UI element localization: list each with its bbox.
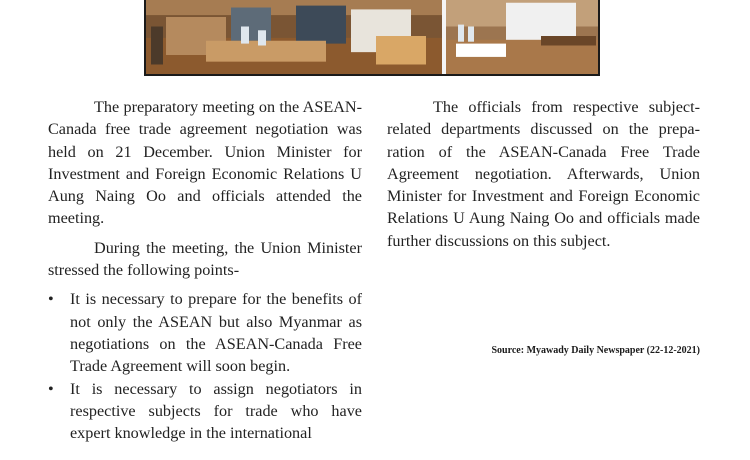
list-item: • It is necessary to assign negotiators in respective subjects for trade who have expert knowledge in the international [48, 378, 362, 445]
meeting-room-photo-right [446, 0, 600, 74]
meeting-photo [144, 0, 600, 76]
article-paragraph: During the meeting, the Union Minister stressed the following points- [48, 238, 362, 280]
article-paragraph: The officials from respective subject-related departments discussed on the preparation of the ASEAN-Canada Free Trade Agreement negotiation. Afterwards, Union Minister for Investment and Foreign Economic Relations U Aung Naing Oo and officials made further discussions on this subject. [387, 98, 700, 250]
article-right-column [387, 96, 700, 259]
article-left-column [48, 96, 362, 444]
key-points-list [48, 288, 362, 444]
source-credit: Source: Myawady Daily Newspaper (22-12-2021) [491, 345, 700, 356]
meeting-room-photo-left [146, 0, 442, 74]
article-paragraph: The preparatory meeting on the ASEAN-Canada free trade agreement negotiation was held on 21 December. Union Minister for Investment and Foreign Economic Relations U Aung Naing Oo and officials attended the meeting. [48, 98, 362, 228]
list-item: • It is necessary to prepare for the benefits of not only the ASEAN but also Myanmar as negotiations on the ASEAN-Canada Free Trade Agreement will soon begin. [48, 288, 362, 377]
